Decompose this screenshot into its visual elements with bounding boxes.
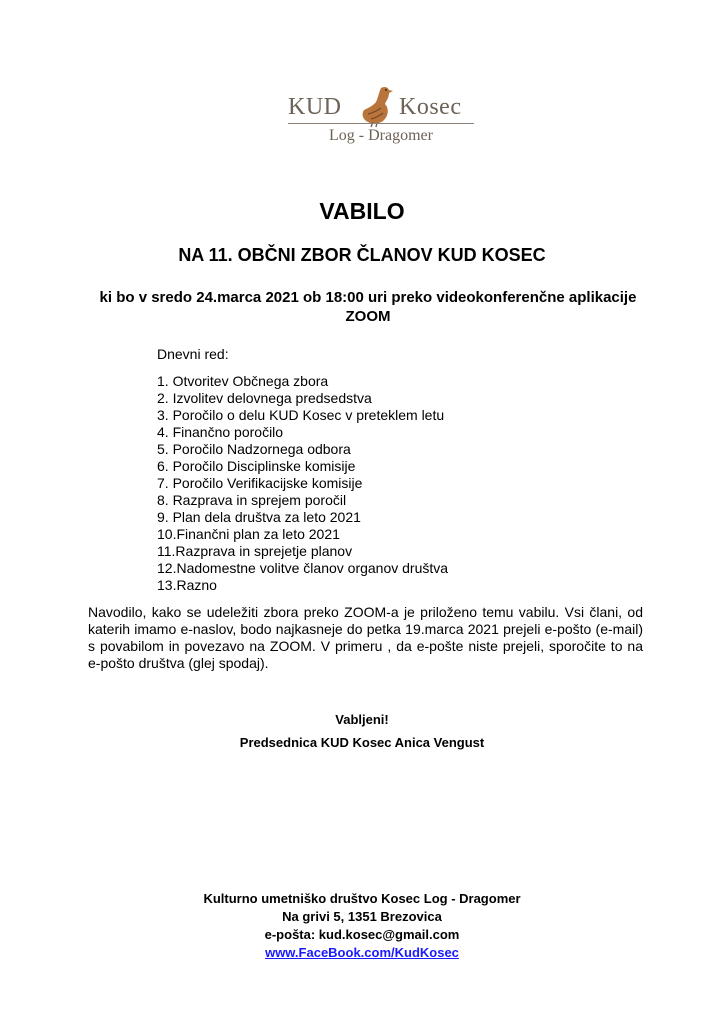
facebook-link[interactable]: www.FaceBook.com/KudKosec [265, 945, 459, 960]
greeting: Vabljeni! [335, 712, 389, 727]
logo [286, 72, 476, 152]
logo-word-right: Kosec [399, 94, 462, 120]
agenda-item: 1. Otvoritev Občnega zbora [157, 373, 329, 389]
page-subtitle: NA 11. OBČNI ZBOR ČLANOV KUD KOSEC [178, 245, 546, 265]
footer-org: Kulturno umetniško društvo Kosec Log - Dragomer [203, 891, 521, 906]
agenda-item: 7. Poročilo Verifikacijske komisije [157, 475, 363, 491]
agenda-item: 3. Poročilo o delu KUD Kosec v preteklem letu [157, 407, 445, 423]
page-title: VABILO [319, 198, 405, 224]
agenda-item: 8. Razprava in sprejem poročil [157, 492, 347, 508]
logo-wordmark [286, 84, 476, 124]
bird-icon [359, 84, 395, 128]
agenda-item: 10.Finančni plan za leto 2021 [157, 526, 340, 542]
agenda-item: 11.Razprava in sprejetje planov [157, 543, 353, 559]
logo-divider [288, 123, 474, 124]
instructions-paragraph: Navodilo, kako se udeležiti zbora preko ZOOM-a je priloženo temu vabilu. Vsi člani, od katerih imamo e-naslov, bodo najkasneje do petka 19.marca 2021 prejeli e-pošto (e-mail) s povabilom in povezavo na ZOOM. V primeru , da e-pošte niste prejeli, sporočite to na e-pošto društva (glej spodaj). [88, 604, 643, 671]
agenda-item: 2. Izvolitev delovnega predsedstva [157, 390, 372, 406]
agenda-list [157, 373, 448, 594]
footer [0, 890, 724, 962]
agenda-item: 9. Plan dela društva za leto 2021 [157, 509, 361, 525]
signature: Predsednica KUD Kosec Anica Vengust [239, 735, 485, 750]
agenda-heading: Dnevni red: [157, 346, 229, 362]
agenda-item: 5. Poročilo Nadzornega odbora [157, 441, 351, 457]
meeting-details: ki bo v sredo 24.marca 2021 ob 18:00 uri preko videokonferenčne aplikacije ZOOM [99, 289, 637, 325]
footer-address: Na grivi 5, 1351 Brezovica [282, 909, 442, 924]
footer-email: e-pošta: kud.kosec@gmail.com [264, 927, 460, 942]
agenda-item: 13.Razno [157, 577, 217, 593]
logo-subtitle: Log - Dragomer [329, 127, 433, 144]
agenda-item: 4. Finančno poročilo [157, 424, 284, 440]
logo-word-left: KUD [288, 94, 342, 120]
agenda-item: 12.Nadomestne volitve članov organov društva [157, 560, 449, 576]
agenda-item: 6. Poročilo Disciplinske komisije [157, 458, 356, 474]
